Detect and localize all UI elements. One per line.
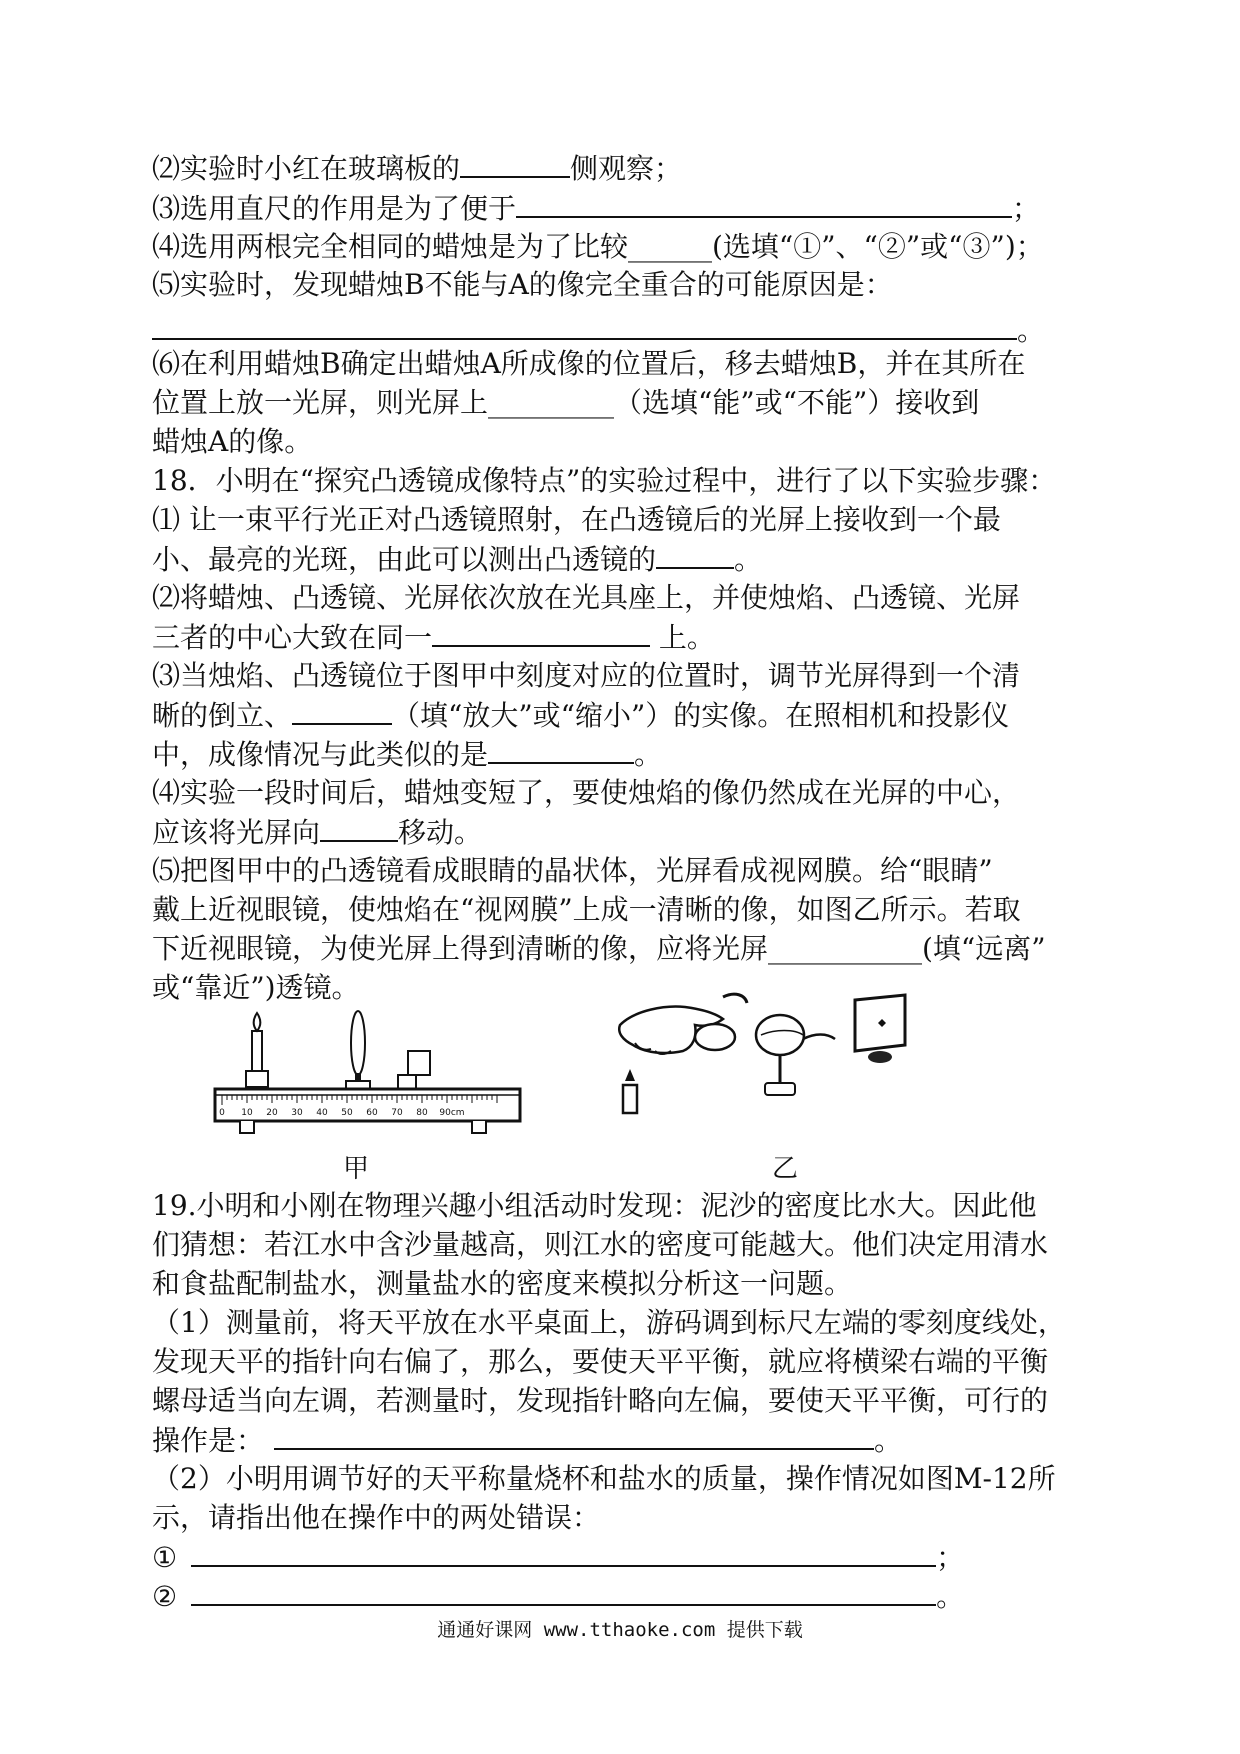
q17-part2: ⑵实验时小红在玻璃板的 侧观察； (152, 152, 683, 185)
q18-step2-line2: 三者的中心大致在同一 上。 (152, 621, 715, 654)
q17-part6-line1: ⑹在利用蜡烛B确定出蜡烛A所成像的位置后，移去蜡烛B，并在其所在 (152, 347, 1026, 380)
answer-blank (274, 1422, 874, 1450)
q17-part5: ⑸实验时，发现蜡烛B不能与A的像完全重合的可能原因是： (152, 268, 893, 301)
q18-step5-line1: ⑸把图甲中的凸透镜看成眼睛的晶状体，光屏看成视网膜。给“眼睛” (152, 854, 993, 887)
q18-step5-line2: 戴上近视眼镜，使烛焰在“视网膜”上成一清晰的像，如图乙所示。若取 (152, 893, 1021, 926)
answer-blank (191, 1578, 936, 1606)
optical-bench-figure (210, 1005, 530, 1140)
ruler-label-10: 10 (241, 1108, 253, 1118)
answer-blank (292, 697, 392, 725)
q18-step5-line4: 或“靠近”)透镜。 (152, 971, 360, 1004)
q17-part4: ⑷选用两根完全相同的蜡烛是为了比较______(选填“①”、“②”或“③”)； (152, 230, 1044, 263)
ruler-label-30: 30 (291, 1108, 303, 1118)
q19-part2-line1: （2）小明用调节好的天平称量烧杯和盐水的质量，操作情况如图M-12所 (152, 1462, 1056, 1495)
answer-blank (488, 736, 634, 764)
answer-blank (191, 1539, 936, 1567)
answer-blank (432, 619, 650, 647)
answer-blank (152, 312, 1017, 340)
q18-step4-line1: ⑷实验一段时间后，蜡烛变短了，要使烛焰的像仍然成在光屏的中心， (152, 776, 1021, 809)
q17-part5-answer: 。 (152, 312, 1045, 349)
q17-part6-line2: 位置上放一光屏，则光屏上_________（选填“能”或“不能”）接收到 (152, 386, 980, 419)
ruler-label-80: 80 (416, 1108, 428, 1118)
answer-blank (516, 190, 1012, 218)
q19-error2: ② 。 (152, 1580, 965, 1613)
q19-part1-line4: 操作是： 。 (152, 1424, 903, 1457)
q19-part2-line2: 示，请指出他在操作中的两处错误： (152, 1501, 601, 1534)
q19-line3: 和食盐配制盐水，测量盐水的密度来模拟分析这一问题。 (152, 1267, 853, 1300)
ruler-label-70: 70 (391, 1108, 403, 1118)
ruler-label-40: 40 (316, 1108, 328, 1118)
figure-caption-yi: 乙 (772, 1154, 799, 1184)
q18-step3-line3: 中，成像情况与此类似的是 。 (152, 738, 663, 771)
answer-blank (656, 541, 734, 569)
q17-part6-line3: 蜡烛A的像。 (152, 425, 313, 458)
q18-step3-line1: ⑶当烛焰、凸透镜位于图甲中刻度对应的位置时，调节光屏得到一个清 (152, 659, 1021, 692)
q19-part1-line2: 发现天平的指针向右偏了，那么，要使天平平衡，就应将横梁右端的平衡 (152, 1345, 1049, 1378)
page-footer: 通通好课网 www.tthaoke.com 提供下载 (437, 1619, 803, 1641)
answer-blank (460, 150, 570, 178)
q18-step4-line2: 应该将光屏向 移动。 (152, 816, 483, 849)
q18-step3-line2: 晰的倒立、 （填“放大”或“缩小”）的实像。在照相机和投影仪 (152, 699, 1010, 732)
q18-step1-line1: ⑴ 让一束平行光正对凸透镜照射，在凸透镜后的光屏上接收到一个最 (152, 503, 1001, 536)
ruler-label-90cm: 90cm (439, 1108, 465, 1118)
myopia-glasses-figure (605, 985, 940, 1125)
answer-blank (320, 814, 398, 842)
ruler-label-60: 60 (366, 1108, 378, 1118)
q19-error1: ① ； (152, 1541, 965, 1574)
q18-heading: 18．小明在“探究凸透镜成像特点”的实验过程中，进行了以下实验步骤： (152, 464, 1057, 497)
figure-caption-jia: 甲 (343, 1154, 370, 1184)
q18-step1-line2: 小、最亮的光斑，由此可以测出凸透镜的 。 (152, 543, 763, 576)
q19-line1: 19.小明和小刚在物理兴趣小组活动时发现：泥沙的密度比水大。因此他 (152, 1189, 1037, 1222)
q17-part3: ⑶选用直尺的作用是为了便于 ； (152, 192, 1041, 225)
ruler-label-20: 20 (266, 1108, 278, 1118)
q19-part1-line3: 螺母适当向左调，若测量时，发现指针略向左偏，要使天平平衡，可行的 (152, 1384, 1049, 1417)
q19-line2: 们猜想：若江水中含沙量越高，则江水的密度可能越大。他们决定用清水 (152, 1228, 1049, 1261)
q18-step5-line3: 下近视眼镜，为使光屏上得到清晰的像，应将光屏___________(填“远离” (152, 932, 1046, 965)
ruler-label-50: 50 (341, 1108, 353, 1118)
q19-part1-line1: （1）测量前，将天平放在水平桌面上，游码调到标尺左端的零刻度线处， (152, 1306, 1066, 1339)
q18-step2-line1: ⑵将蜡烛、凸透镜、光屏依次放在光具座上，并使烛焰、凸透镜、光屏 (152, 581, 1021, 614)
ruler-label-0: 0 (219, 1108, 225, 1118)
